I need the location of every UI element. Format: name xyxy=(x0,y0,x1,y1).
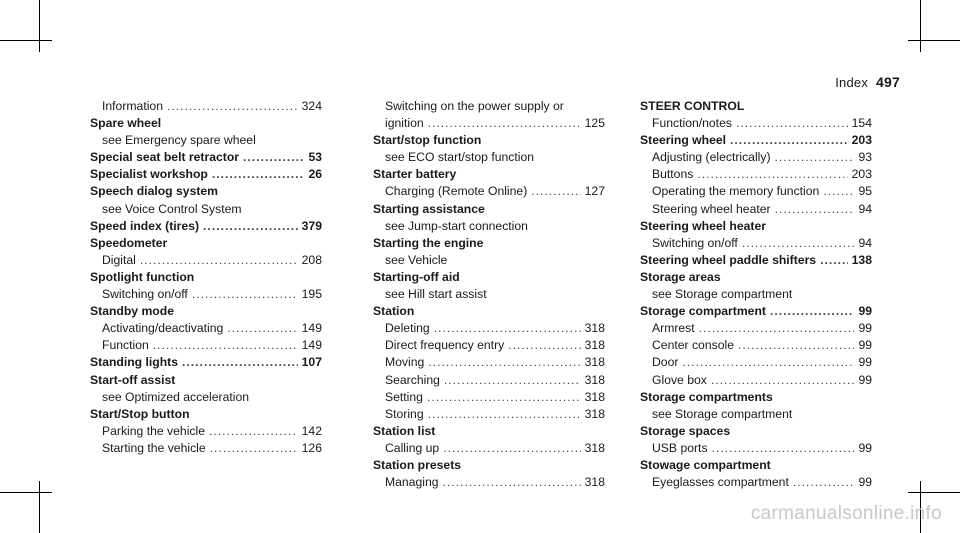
page-reference[interactable]: 107 xyxy=(301,355,322,370)
index-subentry xyxy=(373,218,605,235)
page-number: 497 xyxy=(876,74,900,90)
index-heading xyxy=(640,132,872,149)
dot-leader xyxy=(820,252,848,269)
entry-text: Starting assistance xyxy=(373,201,485,216)
index-heading xyxy=(640,252,872,269)
entry-text: Special seat belt retractor xyxy=(90,150,240,165)
page-reference[interactable]: 203 xyxy=(851,133,872,148)
entry-text: Center console xyxy=(652,338,734,353)
dot-leader xyxy=(682,354,854,371)
entry-text: Standing lights xyxy=(90,355,179,370)
crop-mark xyxy=(0,492,52,493)
page-reference[interactable]: 94 xyxy=(858,235,872,250)
index-subentry xyxy=(90,132,322,149)
page-reference[interactable]: 99 xyxy=(858,475,872,490)
entry-text: Storing xyxy=(385,406,424,421)
index-heading xyxy=(640,389,872,406)
entry-text: Stowage compartment xyxy=(640,457,771,472)
dot-leader xyxy=(736,115,848,132)
index-heading xyxy=(90,235,322,252)
index-subentry xyxy=(90,320,322,337)
entry-text: USB ports xyxy=(652,440,708,455)
entry-text: Station list xyxy=(373,423,436,438)
page-reference[interactable]: 318 xyxy=(584,389,605,404)
index-subentry xyxy=(373,149,605,166)
dot-leader xyxy=(738,337,854,354)
index-subentry xyxy=(373,474,605,491)
index-heading xyxy=(373,423,605,440)
page-reference[interactable]: 318 xyxy=(584,372,605,387)
page-reference[interactable]: 379 xyxy=(301,218,322,233)
entry-text: Storage compartments xyxy=(640,389,773,404)
entry-text: Switching on/off xyxy=(652,235,738,250)
entry-text: see Optimized acceleration xyxy=(102,389,249,404)
index-heading xyxy=(373,457,605,474)
dot-leader xyxy=(775,149,855,166)
page-reference[interactable]: 318 xyxy=(584,355,605,370)
entry-text: Moving xyxy=(385,355,425,370)
entry-text: Function xyxy=(102,338,149,353)
index-column-2 xyxy=(373,98,605,491)
page-reference[interactable]: 324 xyxy=(301,99,322,113)
page-reference[interactable]: 99 xyxy=(858,321,872,336)
entry-text: Starting the vehicle xyxy=(102,440,206,455)
entry-text: Door xyxy=(652,355,679,370)
index-subentry xyxy=(373,406,605,423)
index-subentry xyxy=(640,149,872,166)
index-subentry xyxy=(373,337,605,354)
index-subentry xyxy=(640,201,872,218)
index-heading xyxy=(640,423,872,440)
dot-leader xyxy=(712,440,855,457)
entry-text: Charging (Remote Online) xyxy=(385,184,528,199)
crop-mark xyxy=(39,0,40,52)
entry-text: Adjusting (electrically) xyxy=(652,150,771,165)
entry-text: Parking the vehicle xyxy=(102,423,205,438)
index-subentry xyxy=(640,372,872,389)
index-subentry xyxy=(373,115,605,132)
index-subentry xyxy=(640,337,872,354)
index-heading xyxy=(640,98,872,115)
dot-leader xyxy=(203,218,298,235)
index-heading xyxy=(90,218,322,235)
page-reference[interactable]: 125 xyxy=(584,116,605,131)
entry-text: Standby mode xyxy=(90,304,174,319)
entry-text: see Vehicle xyxy=(385,252,448,267)
entry-text: Steering wheel heater xyxy=(652,201,771,216)
entry-text: Spotlight function xyxy=(90,269,195,284)
dot-leader xyxy=(212,166,305,183)
index-heading xyxy=(373,132,605,149)
dot-leader xyxy=(182,354,298,371)
page-reference[interactable]: 99 xyxy=(858,338,872,353)
index-subentry xyxy=(640,354,872,371)
index-heading xyxy=(373,166,605,183)
page-reference[interactable]: 94 xyxy=(858,201,872,216)
index-heading xyxy=(640,218,872,235)
dot-leader xyxy=(770,303,854,320)
dot-leader xyxy=(793,474,855,491)
index-heading xyxy=(90,354,322,371)
page-reference[interactable]: 195 xyxy=(301,287,322,302)
entry-text: see Hill start assist xyxy=(385,287,487,302)
entry-text: Activating/deactivating xyxy=(102,321,224,336)
entry-text: Start/stop function xyxy=(373,133,482,148)
entry-text: Starting-off aid xyxy=(373,269,460,284)
index-column-3 xyxy=(640,98,872,491)
crop-mark xyxy=(0,40,52,41)
entry-text: Speed index (tires) xyxy=(90,218,200,233)
entry-text: Storage compartment xyxy=(640,304,766,319)
dot-leader xyxy=(697,166,847,183)
index-subentry xyxy=(90,389,322,406)
index-subentry xyxy=(640,166,872,183)
dot-leader xyxy=(243,149,304,166)
index-heading xyxy=(373,235,605,252)
dot-leader xyxy=(775,201,855,218)
dot-leader xyxy=(531,183,580,200)
page-reference[interactable]: 318 xyxy=(584,406,605,421)
entry-text: Glove box xyxy=(652,372,707,387)
index-subentry xyxy=(640,320,872,337)
entry-text: see Storage compartment xyxy=(652,406,793,421)
entry-text: Searching xyxy=(385,372,440,387)
index-subentry xyxy=(373,354,605,371)
dot-leader xyxy=(427,389,581,406)
page-reference[interactable]: 93 xyxy=(858,150,872,165)
entry-text: Switching on/off xyxy=(102,287,188,302)
index-heading xyxy=(640,303,872,320)
page-reference[interactable]: 203 xyxy=(851,167,872,182)
page-reference[interactable]: 318 xyxy=(584,321,605,336)
index-heading xyxy=(90,183,322,200)
page-reference[interactable]: 53 xyxy=(308,150,322,165)
page-reference[interactable]: 99 xyxy=(858,372,872,387)
entry-text: Operating the memory function xyxy=(652,184,820,199)
index-subentry xyxy=(90,286,322,303)
entry-text: Setting xyxy=(385,389,423,404)
entry-text: Managing xyxy=(385,475,439,490)
entry-text: Calling up xyxy=(385,440,440,455)
entry-text: STEER CONTROL xyxy=(640,99,745,113)
dot-leader xyxy=(434,320,581,337)
index-subentry xyxy=(640,115,872,132)
dot-leader xyxy=(209,423,298,440)
entry-text: see ECO start/stop function xyxy=(385,150,535,165)
dot-leader xyxy=(140,252,298,269)
page-reference[interactable]: 142 xyxy=(301,423,322,438)
dot-leader xyxy=(210,440,298,457)
entry-text: Speedometer xyxy=(90,235,168,250)
index-subentry xyxy=(640,406,872,423)
watermark: carmanualsonline.info xyxy=(750,503,942,524)
index-subentry xyxy=(640,286,872,303)
dot-leader xyxy=(167,98,298,115)
page-reference[interactable]: 26 xyxy=(308,167,322,182)
index-subentry xyxy=(640,440,872,457)
index-heading xyxy=(90,269,322,286)
entry-text: Spare wheel xyxy=(90,116,162,131)
entry-text: Storage spaces xyxy=(640,423,731,438)
index-heading xyxy=(90,303,322,320)
entry-text: Steering wheel xyxy=(640,133,727,148)
entry-text: Start/Stop button xyxy=(90,406,190,421)
index-column-1 xyxy=(90,98,322,457)
dot-leader xyxy=(711,372,855,389)
dot-leader xyxy=(227,320,297,337)
entry-text: Steering wheel heater xyxy=(640,218,766,233)
page-reference[interactable]: 154 xyxy=(851,116,872,131)
index-heading xyxy=(90,115,322,132)
index-heading xyxy=(90,149,322,166)
entry-text: Deleting xyxy=(385,321,430,336)
page-reference[interactable]: 149 xyxy=(301,338,322,353)
index-subentry xyxy=(373,320,605,337)
dot-leader xyxy=(428,115,581,132)
entry-text: Eyeglasses compartment xyxy=(652,475,789,490)
crop-mark xyxy=(39,481,40,533)
index-heading xyxy=(373,201,605,218)
page-reference[interactable]: 99 xyxy=(858,304,872,319)
dot-leader xyxy=(699,320,855,337)
index-heading xyxy=(90,406,322,423)
index-heading xyxy=(90,166,322,183)
entry-text: Storage areas xyxy=(640,269,721,284)
entry-text: Armrest xyxy=(652,321,695,336)
page-reference[interactable]: 95 xyxy=(858,184,872,199)
page-reference[interactable]: 127 xyxy=(584,184,605,199)
entry-text: see Emergency spare wheel xyxy=(102,133,256,148)
section-title: Index xyxy=(835,75,869,90)
dot-leader xyxy=(192,286,298,303)
entry-text: Direct frequency entry xyxy=(385,338,505,353)
page-reference[interactable]: 208 xyxy=(301,252,322,267)
index-subentry xyxy=(373,286,605,303)
page-reference[interactable]: 138 xyxy=(851,252,872,267)
entry-text: see Voice Control System xyxy=(102,201,242,216)
entry-text: see Jump-start connection xyxy=(385,218,528,233)
index-heading xyxy=(640,269,872,286)
entry-text: Steering wheel paddle shifters xyxy=(640,252,817,267)
dot-leader xyxy=(443,474,581,491)
dot-leader xyxy=(443,440,580,457)
entry-text: ignition xyxy=(385,116,424,131)
index-subentry xyxy=(90,252,322,269)
page-reference[interactable]: 318 xyxy=(584,338,605,353)
page-reference[interactable]: 99 xyxy=(858,355,872,370)
dot-leader xyxy=(428,354,580,371)
index-subentry xyxy=(373,372,605,389)
page-reference[interactable]: 126 xyxy=(301,440,322,455)
dot-leader xyxy=(730,132,848,149)
entry-text: Speech dialog system xyxy=(90,184,219,199)
index-subentry xyxy=(373,440,605,457)
index-subentry xyxy=(90,98,322,115)
page-reference[interactable]: 99 xyxy=(858,440,872,455)
dot-leader xyxy=(823,183,854,200)
index-subentry xyxy=(373,183,605,200)
index-subentry xyxy=(373,252,605,269)
index-subentry xyxy=(90,201,322,218)
crop-mark xyxy=(920,0,921,52)
running-header xyxy=(835,74,900,90)
dot-leader xyxy=(428,406,581,423)
entry-text: Digital xyxy=(102,252,136,267)
entry-text: see Storage compartment xyxy=(652,287,793,302)
entry-text: Start-off assist xyxy=(90,372,176,387)
index-heading xyxy=(373,303,605,320)
index-heading xyxy=(90,372,322,389)
dot-leader xyxy=(742,235,855,252)
entry-text: Information xyxy=(102,99,163,113)
entry-text: Specialist workshop xyxy=(90,167,208,182)
index-subentry xyxy=(640,235,872,252)
index-subentry xyxy=(640,183,872,200)
crop-mark xyxy=(908,40,960,41)
entry-text: Starting the engine xyxy=(373,235,484,250)
index-subentry xyxy=(373,389,605,406)
entry-text: Starter battery xyxy=(373,167,457,182)
page-reference[interactable]: 149 xyxy=(301,321,322,336)
page-reference[interactable]: 318 xyxy=(584,475,605,490)
dot-leader xyxy=(444,372,581,389)
entry-text: Buttons xyxy=(652,167,694,182)
index-subentry xyxy=(373,98,605,115)
index-subentry xyxy=(90,337,322,354)
index-heading xyxy=(640,457,872,474)
dot-leader xyxy=(508,337,580,354)
entry-text: Station xyxy=(373,304,415,319)
entry-text: Function/notes xyxy=(652,116,732,131)
entry-text: Station presets xyxy=(373,457,462,472)
page-reference[interactable]: 318 xyxy=(584,440,605,455)
crop-mark xyxy=(908,492,960,493)
index-heading xyxy=(373,269,605,286)
entry-text: Switching on the power supply or xyxy=(385,99,564,113)
dot-leader xyxy=(153,337,298,354)
index-subentry xyxy=(90,440,322,457)
index-subentry xyxy=(90,423,322,440)
index-subentry xyxy=(640,474,872,491)
